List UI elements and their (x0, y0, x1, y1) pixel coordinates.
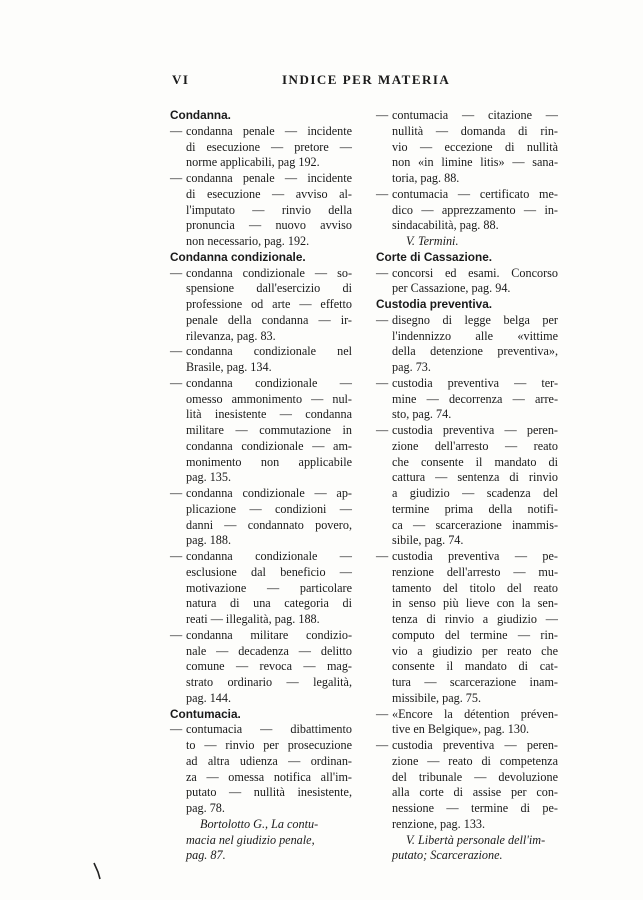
entry-line: computo del termine — rin- (392, 627, 558, 642)
entry-line: l'indennizzo alle «vittime (392, 328, 558, 343)
index-entry (170, 628, 352, 707)
entry-dash: — (170, 171, 183, 185)
index-entry (376, 187, 558, 234)
page-header (172, 72, 558, 92)
entry-line: condanna condizionale — (186, 375, 352, 390)
index-entry (170, 722, 352, 817)
entry-line: nullità — domanda di rin- (392, 123, 558, 138)
cross-reference (376, 833, 558, 865)
index-entry (170, 549, 352, 628)
entry-line: di esecuzione — avviso al- (186, 186, 352, 201)
entry-line: vio a giudizio per reato che (392, 643, 558, 658)
index-entry (376, 423, 558, 549)
entry-dash: — (376, 186, 389, 201)
entry-line: renzione dell'arresto — mu- (392, 564, 558, 579)
entry-line: consente il mandato di cat- (392, 659, 558, 674)
index-heading: Contumacia. (170, 706, 241, 721)
entry-line: zione — reato di competenza (392, 753, 558, 768)
entry-line: condanna militare condizio- (186, 627, 352, 642)
entry-line: natura di una categoria di (186, 596, 352, 611)
entry-line: alla corte di assise per con- (392, 785, 558, 800)
entry-line: omesso ammonimento — nul- (186, 391, 352, 406)
entry-line: contumacia — citazione — (392, 108, 558, 122)
index-entry (376, 376, 558, 423)
entry-line: non «in limine litis» — sana- (392, 155, 558, 170)
right-column (376, 108, 558, 864)
entry-line: termine prima della notifi- (392, 501, 558, 516)
entry-line: tamento del titolo del reato (392, 580, 558, 595)
entry-line: della detenzione preventiva», (392, 344, 558, 359)
entry-line: nessione — termine di pe- (392, 801, 558, 815)
index-entry (376, 549, 558, 707)
entry-dash: — (170, 265, 183, 280)
entry-dash: — (376, 738, 389, 752)
entry-line: tura — scarcerazione inam- (392, 675, 558, 689)
cross-reference (376, 234, 558, 250)
entry-line: condanna penale — incidente (186, 123, 352, 138)
entry-line: in senso più lieve con la sen- (392, 596, 558, 611)
entry-line: contumacia — certificato me- (392, 186, 558, 201)
entry-line: condanna condizionale — (186, 549, 352, 563)
index-entry (170, 266, 352, 345)
index-heading: Corte di Cassazione. (376, 249, 493, 264)
index-entry (376, 266, 558, 298)
entry-line: pag. 73. (392, 360, 431, 374)
entry-dash: — (376, 423, 389, 437)
index-entry (170, 486, 352, 549)
entry-line: to — rinvio per prosecuzione (186, 738, 352, 752)
entry-line: cattura — sentenza di rinvio (392, 470, 558, 485)
entry-dash: — (376, 312, 389, 327)
index-entry (376, 738, 558, 833)
page-number: VI (172, 72, 190, 87)
entry-line: missibile, pag. 75. (392, 690, 482, 705)
entry-dash: — (376, 108, 389, 122)
reference-line: macia nel giudizio penale, (186, 832, 315, 847)
entry-line: nale — decadenza — delitto (186, 643, 352, 658)
entry-line: «Encore la détention préven- (392, 706, 558, 721)
entry-line: norme applicabili, pag 192. (186, 155, 320, 170)
entry-line: non necessario, pag. 192. (186, 234, 310, 248)
entry-dash: — (376, 375, 389, 390)
entry-line: renzione, pag. 133. (392, 816, 486, 831)
entry-line: toria, pag. 88. (392, 171, 460, 185)
entry-line: motivazione — particolare (186, 580, 352, 595)
entry-line: contumacia — dibattimento (186, 722, 352, 737)
index-entry (170, 124, 352, 171)
entry-line: tenza di rinvio a giudizio — (392, 612, 558, 626)
entry-line: mine — decorrenza — arre- (392, 391, 558, 406)
entry-line: putato — nullità inesistente, (186, 785, 352, 800)
entry-line: condanna condizionale — am- (186, 438, 352, 453)
entry-line: professione od arte — effetto (186, 297, 352, 311)
index-entry (376, 707, 558, 739)
entry-dash: — (170, 486, 183, 500)
reference-line: V. Libertà personale dell'im- (406, 832, 546, 847)
index-heading: Custodia preventiva. (376, 297, 493, 311)
entry-line: condanna penale — incidente (186, 171, 352, 185)
entry-dash: — (170, 344, 183, 359)
entry-line: vio — eccezione di nullità (392, 139, 558, 154)
entry-line: pag. 188. (186, 533, 232, 548)
entry-dash: — (376, 265, 389, 280)
entry-line: Brasile, pag. 134. (186, 360, 272, 374)
entry-line: per Cassazione, pag. 94. (392, 281, 511, 296)
entry-line: danni — condannato povero, (186, 517, 352, 532)
entry-line: condanna condizionale — ap- (186, 486, 352, 500)
entry-line: sibile, pag. 74. (392, 533, 464, 548)
entry-dash: — (170, 627, 183, 642)
entry-line: di esecuzione — pretore — (186, 139, 352, 154)
entry-line: monimento non applicabile (186, 454, 352, 469)
entry-line: che consente il mandato di (392, 454, 558, 469)
entry-line: disegno di legge belga per (392, 312, 558, 327)
entry-line: concorsi ed esami. Concorso (392, 265, 558, 280)
running-title: INDICE PER MATERIA (282, 72, 451, 87)
entry-line: ca — scarcerazione inammis- (392, 517, 558, 532)
entry-line: condanna condizionale nel (186, 344, 352, 359)
index-entry (170, 171, 352, 250)
entry-line: sindacabilità, pag. 88. (392, 218, 499, 233)
index-entry (170, 344, 352, 376)
entry-line: lità inesistente — condanna (186, 407, 352, 422)
index-heading: Condanna. (170, 108, 231, 122)
index-entry (376, 313, 558, 376)
entry-line: condanna condizionale — so- (186, 265, 352, 280)
entry-line: esclusione dal beneficio — (186, 564, 352, 579)
entry-line: del tribunale — devoluzione (392, 769, 558, 784)
index-entry (376, 108, 558, 187)
entry-line: tive en Belgique», pag. 130. (392, 722, 530, 737)
entry-line: reati — illegalità, pag. 188. (186, 612, 320, 626)
index-entry (170, 376, 352, 486)
entry-line: rilevanza, pag. 83. (186, 328, 276, 343)
entry-line: ad altra udienza — ordinan- (186, 753, 352, 768)
reference-line: putato; Scarcerazione. (392, 848, 503, 863)
entry-dash: — (170, 375, 183, 390)
entry-line: custodia preventiva — pe- (392, 549, 558, 563)
entry-line: pag. 144. (186, 690, 232, 705)
entry-line: za — omessa notifica all'im- (186, 769, 352, 784)
entry-line: l'imputato — rinvio della (186, 202, 352, 217)
entry-dash: — (376, 706, 389, 721)
entry-line: pag. 78. (186, 801, 225, 815)
entry-line: militare — commutazione in (186, 423, 352, 437)
index-heading: Condanna condizionale. (170, 249, 306, 264)
entry-line: a giudizio — scadenza del (392, 486, 558, 500)
cross-reference (170, 817, 352, 864)
left-column (170, 108, 352, 864)
entry-line: custodia preventiva — ter- (392, 375, 558, 390)
entry-line: comune — revoca — mag- (186, 659, 352, 674)
entry-line: pronuncia — nuovo avviso (186, 218, 352, 233)
entry-line: pag. 135. (186, 470, 232, 485)
entry-line: custodia preventiva — peren- (392, 738, 558, 752)
entry-line: spensione dall'esercizio di (186, 281, 352, 296)
entry-dash: — (170, 722, 183, 737)
entry-line: plicazione — condizioni — (186, 501, 352, 516)
entry-dash: — (376, 549, 389, 563)
entry-dash: — (170, 549, 183, 563)
entry-line: strato ordinario — legalità, (186, 675, 352, 689)
reference-line: pag. 87. (186, 848, 226, 863)
entry-line: penale della condanna — ir- (186, 312, 352, 327)
stray-ink-mark (92, 862, 102, 880)
entry-line: sto, pag. 74. (392, 407, 452, 422)
entry-line: zione dell'arresto — reato (392, 438, 558, 453)
entry-line: custodia preventiva — peren- (392, 423, 558, 437)
entry-dash: — (170, 123, 183, 138)
reference-line: V. Termini. (406, 234, 459, 248)
entry-line: dico — apprezzamento — in- (392, 202, 558, 217)
reference-line: Bortolotto G., La contu- (200, 816, 319, 831)
